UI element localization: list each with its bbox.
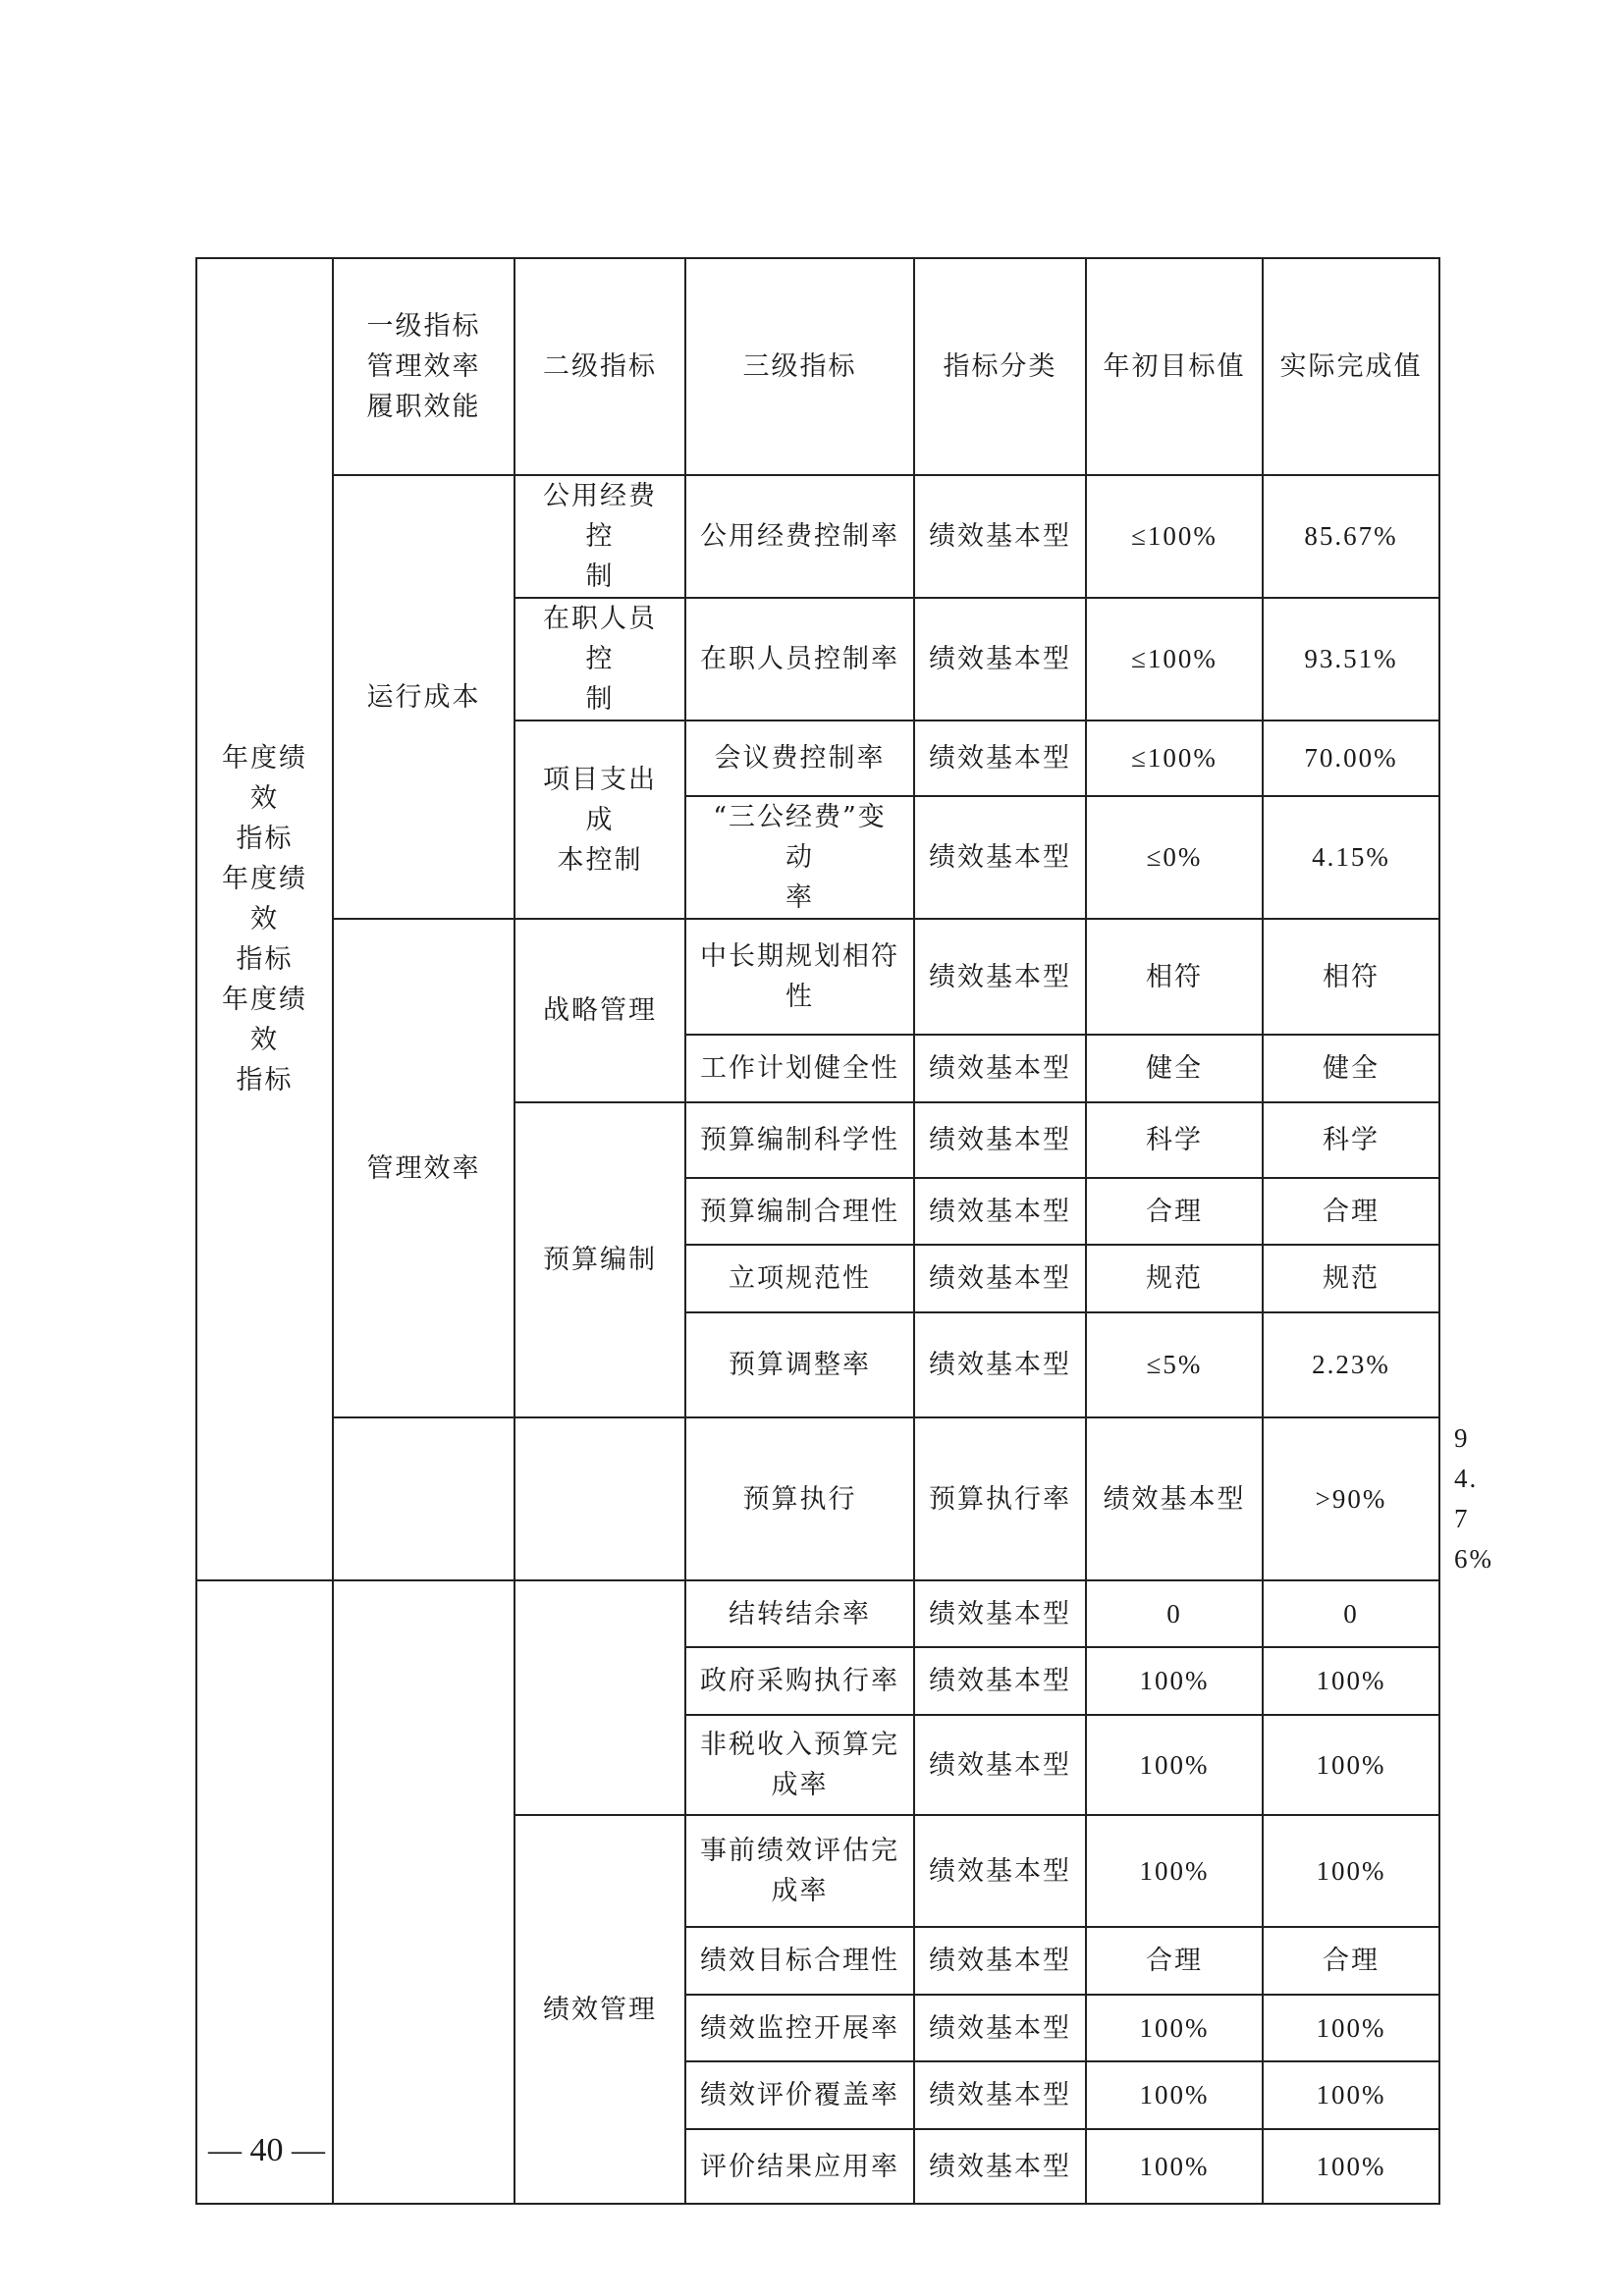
empty-cell [514,1417,685,1580]
header-level3: 三级指标 [685,258,914,475]
indicator-cell: 政府采购执行率 [685,1647,914,1715]
category-cell: 绩效基本型 [914,2129,1086,2204]
actual-cell: 相符 [1263,919,1439,1035]
indicator-cell: 立项规范性 [685,1245,914,1312]
target-cell: >90% [1263,1417,1439,1580]
header-category: 指标分类 [914,258,1086,475]
actual-cell: 健全 [1263,1035,1439,1102]
empty-cell [514,1580,685,1815]
target-cell: ≤0% [1086,796,1263,919]
category-cell: 绩效基本型 [914,919,1086,1035]
category-cell: 绩效基本型 [914,1178,1086,1245]
indicator-cell: 绩效目标合理性 [685,1927,914,1995]
actual-cell: 100% [1263,1647,1439,1715]
category-cell: 绩效基本型 [914,598,1086,721]
level2-cell: 绩效管理 [514,1815,685,2204]
indicator-cell: 预算编制科学性 [685,1102,914,1178]
actual-cell: 4.15% [1263,796,1439,919]
indicator-cell: 在职人员控制率 [685,598,914,721]
category-cell: 绩效基本型 [914,1035,1086,1102]
category-cell: 绩效基本型 [914,1245,1086,1312]
target-cell: 健全 [1086,1035,1263,1102]
category-cell: 绩效基本型 [914,1927,1086,1995]
actual-cell: 规范 [1263,1245,1439,1312]
target-cell: 100% [1086,2129,1263,2204]
indicator-cell: “三公经费”变动 率 [685,796,914,919]
indicator-cell: 预算编制合理性 [685,1178,914,1245]
target-cell: ≤100% [1086,598,1263,721]
actual-cell: 100% [1263,1995,1439,2061]
empty-cell [196,1580,333,2204]
category-cell: 绩效基本型 [914,1102,1086,1178]
actual-cell: 100% [1263,2061,1439,2129]
indicator-cell: 结转结余率 [685,1580,914,1647]
indicator-cell: 评价结果应用率 [685,2129,914,2204]
header-target: 年初目标值 [1086,258,1263,475]
indicator-cell: 预算调整率 [685,1312,914,1417]
page-number: — 40 — [208,2132,325,2168]
actual-cell: 100% [1263,1815,1439,1927]
table-row: 预算执行 预算执行率 绩效基本型 >90% 94.76% [196,1417,1439,1580]
performance-indicator-table [195,257,1493,2205]
target-cell: 规范 [1086,1245,1263,1312]
target-cell: 100% [1086,2061,1263,2129]
category-cell: 绩效基本型 [914,1312,1086,1417]
level2-cell: 在职人员控 制 [514,598,685,721]
category-cell: 绩效基本型 [914,1715,1086,1815]
level2-cell: 公用经费控 制 [514,475,685,598]
target-cell: 合理 [1086,1178,1263,1245]
category-cell: 绩效基本型 [914,796,1086,919]
category-cell: 绩效基本型 [914,2061,1086,2129]
level2-cell: 预算执行 [685,1417,914,1580]
level1-cell: 管理效率 [333,919,514,1417]
target-cell: 合理 [1086,1927,1263,1995]
actual-cell: 100% [1263,2129,1439,2204]
target-cell: 100% [1086,1715,1263,1815]
category-cell: 绩效基本型 [914,475,1086,598]
actual-cell: 70.00% [1263,721,1439,796]
target-cell: ≤100% [1086,721,1263,796]
header-row [196,258,1439,475]
target-cell: 100% [1086,1815,1263,1927]
indicator-cell: 会议费控制率 [685,721,914,796]
level2-cell: 项目支出成 本控制 [514,721,685,919]
empty-cell [333,1580,514,2204]
group-label-cell: 年度绩 效 指标 年度绩 效 指标 年度绩 效 指标 [196,258,333,1580]
table-row [196,1580,1439,1647]
level2-cell: 预算编制 [514,1102,685,1417]
header-level2: 二级指标 [514,258,685,475]
indicator-cell: 绩效监控开展率 [685,1995,914,2061]
actual-cell: 0 [1263,1580,1439,1647]
actual-cell: 100% [1263,1715,1439,1815]
header-actual: 实际完成值 [1263,258,1439,475]
indicator-cell: 事前绩效评估完 成率 [685,1815,914,1927]
category-cell: 绩效基本型 [914,1995,1086,2061]
category-cell: 绩效基本型 [914,1647,1086,1715]
category-cell: 绩效基本型 [914,721,1086,796]
actual-cell: 合理 [1263,1927,1439,1995]
empty-cell [333,1417,514,1580]
indicator-cell: 工作计划健全性 [685,1035,914,1102]
target-cell: 0 [1086,1580,1263,1647]
target-cell: ≤100% [1086,475,1263,598]
indicator-cell: 公用经费控制率 [685,475,914,598]
actual-cell: 合理 [1263,1178,1439,1245]
category-cell: 绩效基本型 [914,1815,1086,1927]
target-cell: ≤5% [1086,1312,1263,1417]
actual-cell: 93.51% [1263,598,1439,721]
category-cell: 绩效基本型 [914,1580,1086,1647]
category-cell: 绩效基本型 [1086,1417,1263,1580]
indicator-cell: 非税收入预算完 成率 [685,1715,914,1815]
target-cell: 相符 [1086,919,1263,1035]
target-cell: 科学 [1086,1102,1263,1178]
level2-cell: 战略管理 [514,919,685,1102]
target-cell: 100% [1086,1995,1263,2061]
level1-cell: 运行成本 [333,475,514,919]
table-row [196,919,1439,1035]
actual-cell: 2.23% [1263,1312,1439,1417]
indicator-cell: 预算执行率 [914,1417,1086,1580]
table-row [196,475,1439,598]
actual-cell: 科学 [1263,1102,1439,1178]
indicator-cell: 绩效评价覆盖率 [685,2061,914,2129]
header-level1: 一级指标 管理效率 履职效能 [333,258,514,475]
target-cell: 100% [1086,1647,1263,1715]
actual-cell: 85.67% [1263,475,1439,598]
indicator-cell: 中长期规划相符 性 [685,919,914,1035]
